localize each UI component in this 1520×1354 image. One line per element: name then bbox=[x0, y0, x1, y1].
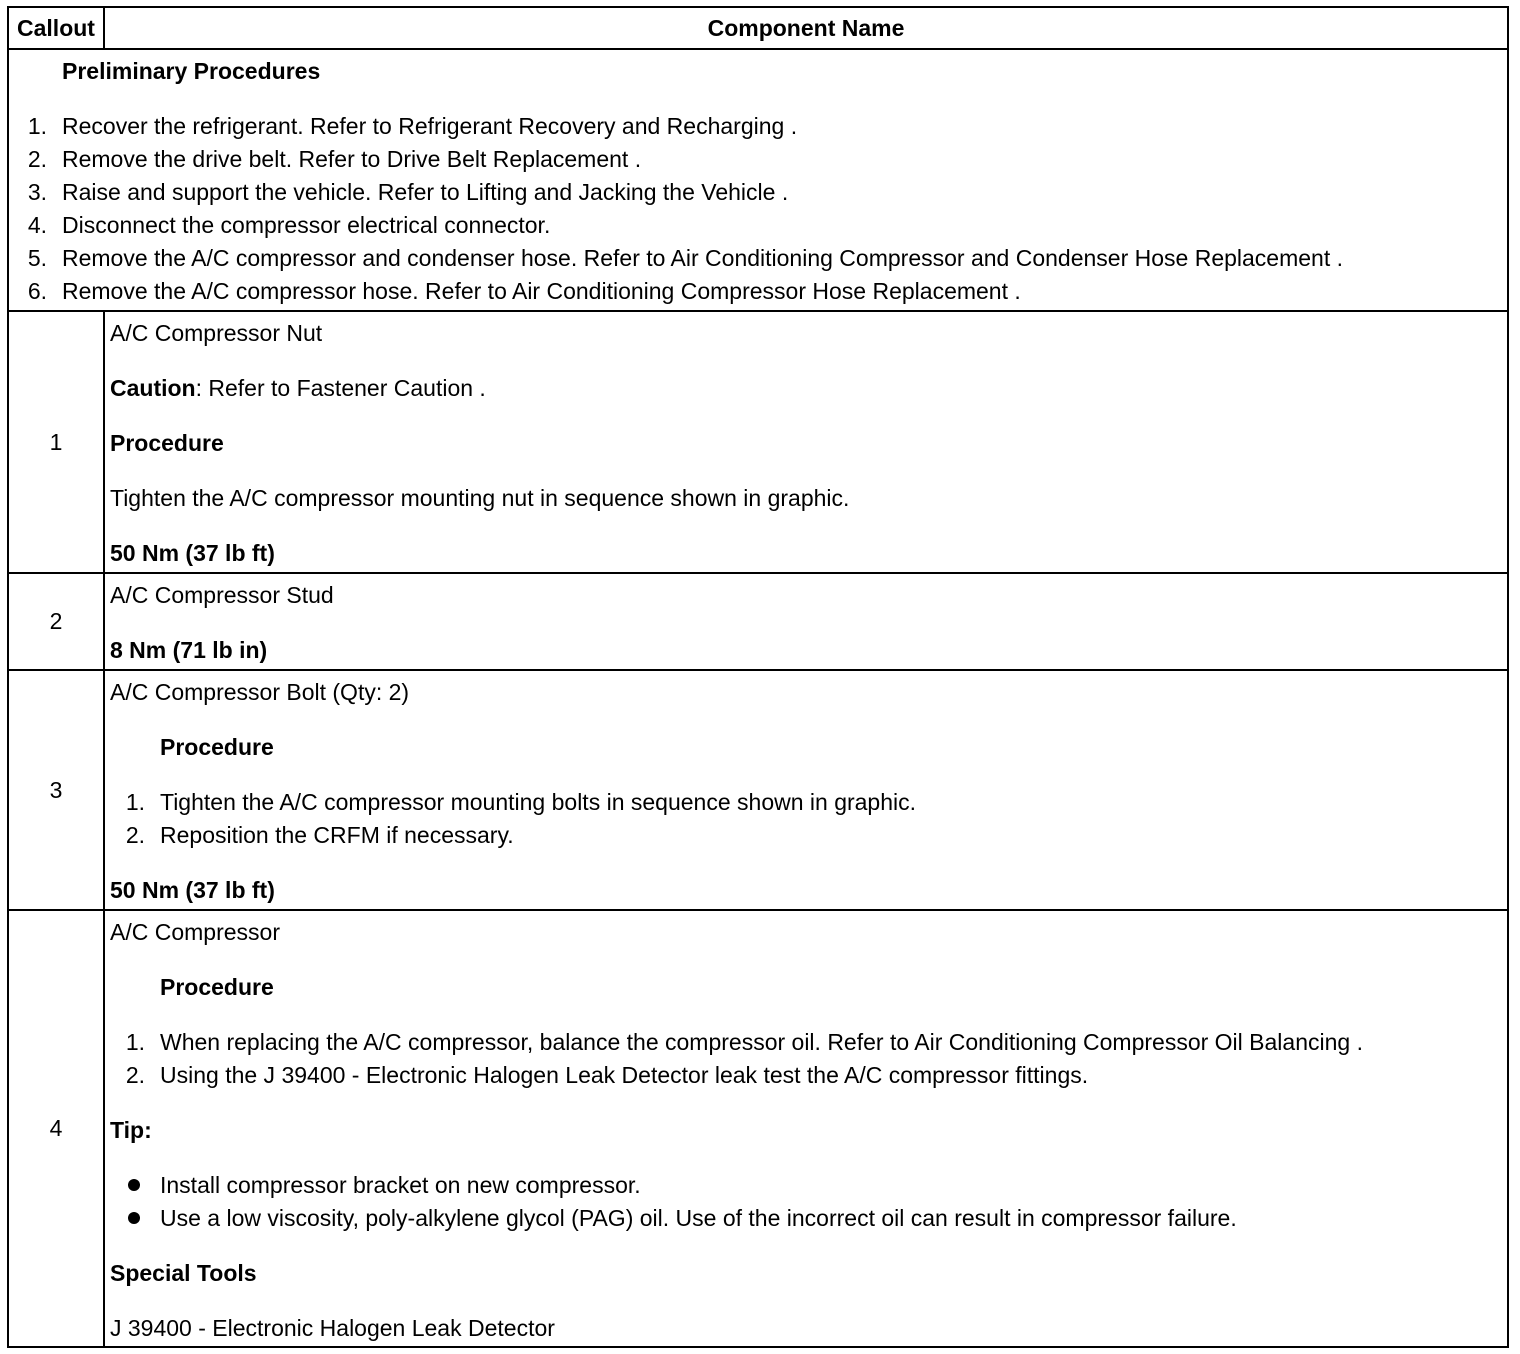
procedure-text: Tighten the A/C compressor mounting nut in sequence shown in graphic. bbox=[110, 485, 850, 511]
list-item: 1. Recover the refrigerant. Refer to Refrigerant Recovery and Recharging . bbox=[27, 113, 798, 139]
list-item: 1. Tighten the A/C compressor mounting bolts in sequence shown in graphic. bbox=[125, 789, 917, 815]
component-cell bbox=[104, 311, 1508, 573]
component-cell bbox=[104, 670, 1508, 910]
list-item: 2. Reposition the CRFM if necessary. bbox=[125, 822, 514, 848]
callout-number: 3 bbox=[8, 670, 104, 910]
list-item: 3. Raise and support the vehicle. Refer to Lifting and Jacking the Vehicle . bbox=[27, 179, 789, 205]
callout-number: 2 bbox=[8, 573, 104, 670]
procedure-label: Procedure bbox=[160, 974, 274, 1000]
torque-spec: 50 Nm (37 lb ft) bbox=[110, 877, 275, 903]
list-item: 5. Remove the A/C compressor and condenser hose. Refer to Air Conditioning Compressor and Condenser Hose Replacement . bbox=[27, 245, 1344, 271]
component-name-header: Component Name bbox=[104, 7, 1508, 49]
list-item: 2. Remove the drive belt. Refer to Drive Belt Replacement . bbox=[27, 146, 642, 172]
component-cell bbox=[104, 573, 1508, 670]
list-item: 2. Using the J 39400 - Electronic Halogen Leak Detector leak test the A/C compressor fittings. bbox=[125, 1062, 1089, 1088]
torque-spec: 50 Nm (37 lb ft) bbox=[110, 540, 275, 566]
callout-header: Callout bbox=[8, 7, 104, 49]
bullet-icon bbox=[128, 1212, 140, 1224]
procedure-label: Procedure bbox=[110, 430, 224, 456]
table-row bbox=[8, 311, 1508, 573]
procedure-steps bbox=[110, 1026, 1507, 1092]
tip-list bbox=[110, 1169, 1507, 1235]
callout-number: 4 bbox=[8, 910, 104, 1347]
preliminary-title: Preliminary Procedures bbox=[62, 58, 321, 84]
preliminary-steps bbox=[9, 110, 1507, 308]
component-name: A/C Compressor Bolt (Qty: 2) bbox=[110, 679, 410, 705]
component-table bbox=[7, 6, 1509, 1348]
component-name: A/C Compressor Stud bbox=[110, 582, 334, 608]
header-row bbox=[8, 7, 1508, 49]
procedure-label: Procedure bbox=[160, 734, 274, 760]
caution-note: Caution: Refer to Fastener Caution . bbox=[110, 375, 486, 401]
list-item: Install compressor bracket on new compressor. bbox=[110, 1169, 1507, 1202]
special-tools-label: Special Tools bbox=[110, 1260, 257, 1286]
list-item: 6. Remove the A/C compressor hose. Refer to Air Conditioning Compressor Hose Replacement . bbox=[27, 278, 1021, 304]
component-name: A/C Compressor bbox=[110, 919, 280, 945]
component-name: A/C Compressor Nut bbox=[110, 320, 323, 346]
table-row bbox=[8, 670, 1508, 910]
table-row bbox=[8, 573, 1508, 670]
table-row bbox=[8, 910, 1508, 1347]
preliminary-row bbox=[8, 49, 1508, 311]
list-item: Use a low viscosity, poly-alkylene glycol (PAG) oil. Use of the incorrect oil can result in compressor failure. bbox=[110, 1202, 1507, 1235]
procedure-steps bbox=[110, 786, 1507, 852]
bullet-icon bbox=[128, 1179, 140, 1191]
special-tool: J 39400 - Electronic Halogen Leak Detector bbox=[110, 1315, 555, 1341]
preliminary-cell bbox=[8, 49, 1508, 311]
component-cell bbox=[104, 910, 1508, 1347]
list-item: 4. Disconnect the compressor electrical connector. bbox=[27, 212, 551, 238]
torque-spec: 8 Nm (71 lb in) bbox=[110, 637, 268, 663]
callout-number: 1 bbox=[8, 311, 104, 573]
list-item: 1. When replacing the A/C compressor, balance the compressor oil. Refer to Air Conditioning Compressor Oil Balancing . bbox=[125, 1029, 1363, 1055]
tip-label: Tip: bbox=[110, 1117, 152, 1143]
